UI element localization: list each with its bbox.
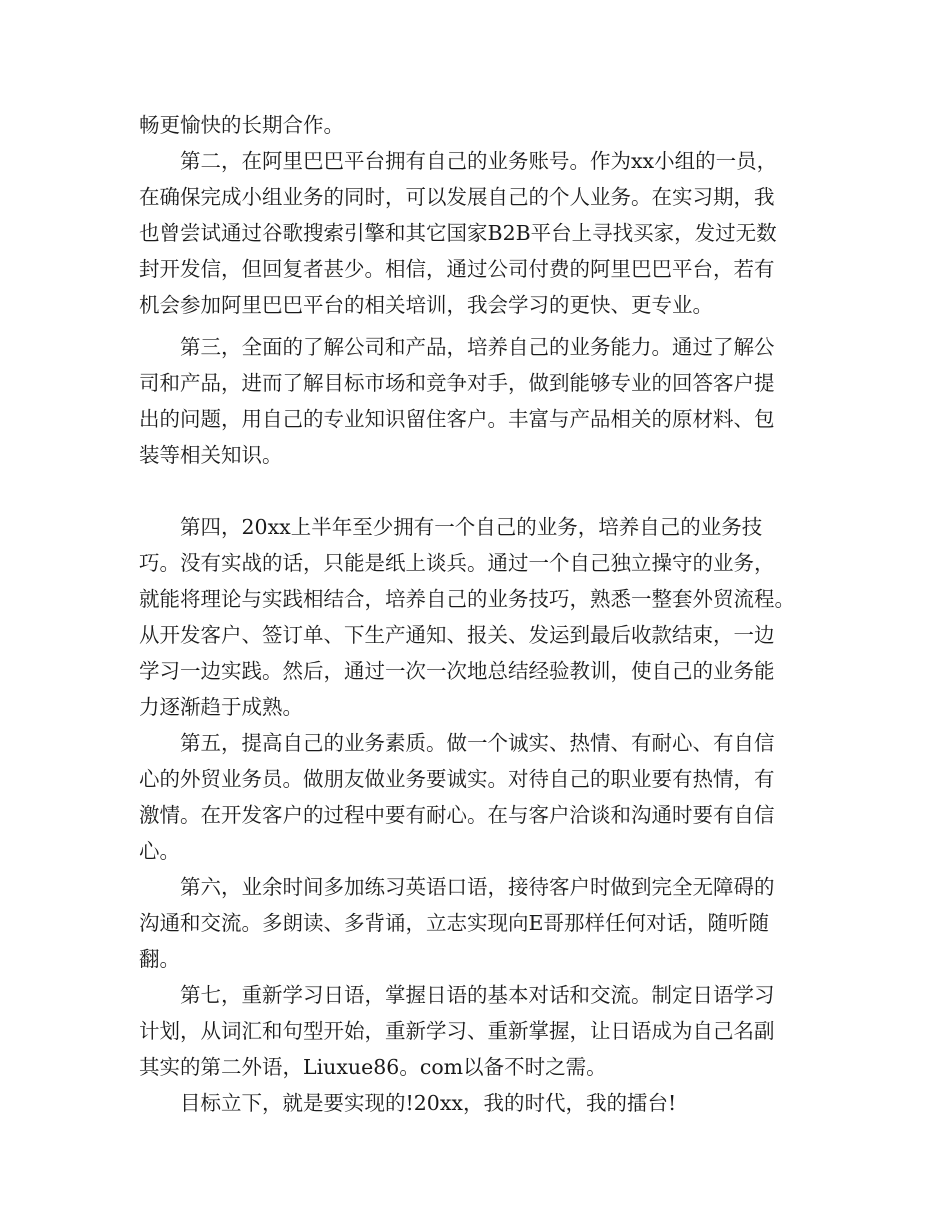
text-line: 在确保完成小组业务的同时，可以发展自己的个人业务。在实习期，我 bbox=[139, 185, 775, 209]
text-line: 封开发信，但回复者甚少。相信，通过公司付费的阿里巴巴平台，若有 bbox=[139, 257, 775, 281]
text-line: 机会参加阿里巴巴平台的相关培训，我会学习的更快、更专业。 bbox=[139, 293, 713, 317]
text-line: 学习一边实践。然后，通过一次一次地总结经验教训，使自己的业务能 bbox=[139, 659, 775, 683]
text-line: 激情。在开发客户的过程中要有耐心。在与客户洽谈和沟通时要有自信 bbox=[139, 803, 775, 827]
text-line: 出的问题，用自己的专业知识留住客户。丰富与产品相关的原材料、包 bbox=[139, 407, 775, 431]
text-line: 沟通和交流。多朗读、多背诵，立志实现向E哥那样任何对话，随听随 bbox=[139, 911, 769, 935]
paragraph-6-line: 第六，业余时间多加练习英语口语，接待客户时做到完全无障碍的 bbox=[180, 875, 775, 899]
text-line: 其实的第二外语，Liuxue86。com以备不时之需。 bbox=[139, 1055, 607, 1079]
paragraph-5-line: 第五，提高自己的业务素质。做一个诚实、热情、有耐心、有自信 bbox=[180, 731, 775, 755]
text-line: 畅更愉快的长期合作。 bbox=[139, 113, 344, 137]
text-line: 计划，从词汇和句型开始，重新学习、重新掌握，让日语成为自己名副 bbox=[139, 1019, 775, 1043]
paragraph-7-line: 第七，重新学习日语，掌握日语的基本对话和交流。制定日语学习 bbox=[180, 983, 775, 1007]
text-line: 装等相关知识。 bbox=[139, 443, 283, 467]
text-line: 力逐渐趋于成熟。 bbox=[139, 695, 303, 719]
text-line: 巧。没有实战的话，只能是纸上谈兵。通过一个自己独立操守的业务， bbox=[139, 551, 775, 575]
text-line: 翻。 bbox=[139, 947, 180, 971]
text-line: 心。 bbox=[139, 839, 180, 863]
text-line: 也曾尝试通过谷歌搜索引擎和其它国家B2B平台上寻找买家，发过无数 bbox=[139, 221, 777, 245]
paragraph-4-line: 第四，20xx上半年至少拥有一个自己的业务，培养自己的业务技 bbox=[180, 515, 763, 539]
paragraph-3-line: 第三，全面的了解公司和产品，培养自己的业务能力。通过了解公 bbox=[180, 335, 775, 359]
text-line: 心的外贸业务员。做朋友做业务要诚实。对待自己的职业要有热情，有 bbox=[139, 767, 775, 791]
text-line: 司和产品，进而了解目标市场和竞争对手，做到能够专业的回答客户提 bbox=[139, 371, 775, 395]
text-line: 从开发客户、签订单、下生产通知、报关、发运到最后收款结束，一边 bbox=[139, 623, 775, 647]
text-line: 就能将理论与实践相结合，培养自己的业务技巧，熟悉一整套外贸流程。 bbox=[139, 587, 795, 611]
closing-line: 目标立下，就是要实现的!20xx，我的时代，我的擂台! bbox=[180, 1091, 677, 1115]
paragraph-2-line: 第二，在阿里巴巴平台拥有自己的业务账号。作为xx小组的一员， bbox=[180, 149, 778, 173]
